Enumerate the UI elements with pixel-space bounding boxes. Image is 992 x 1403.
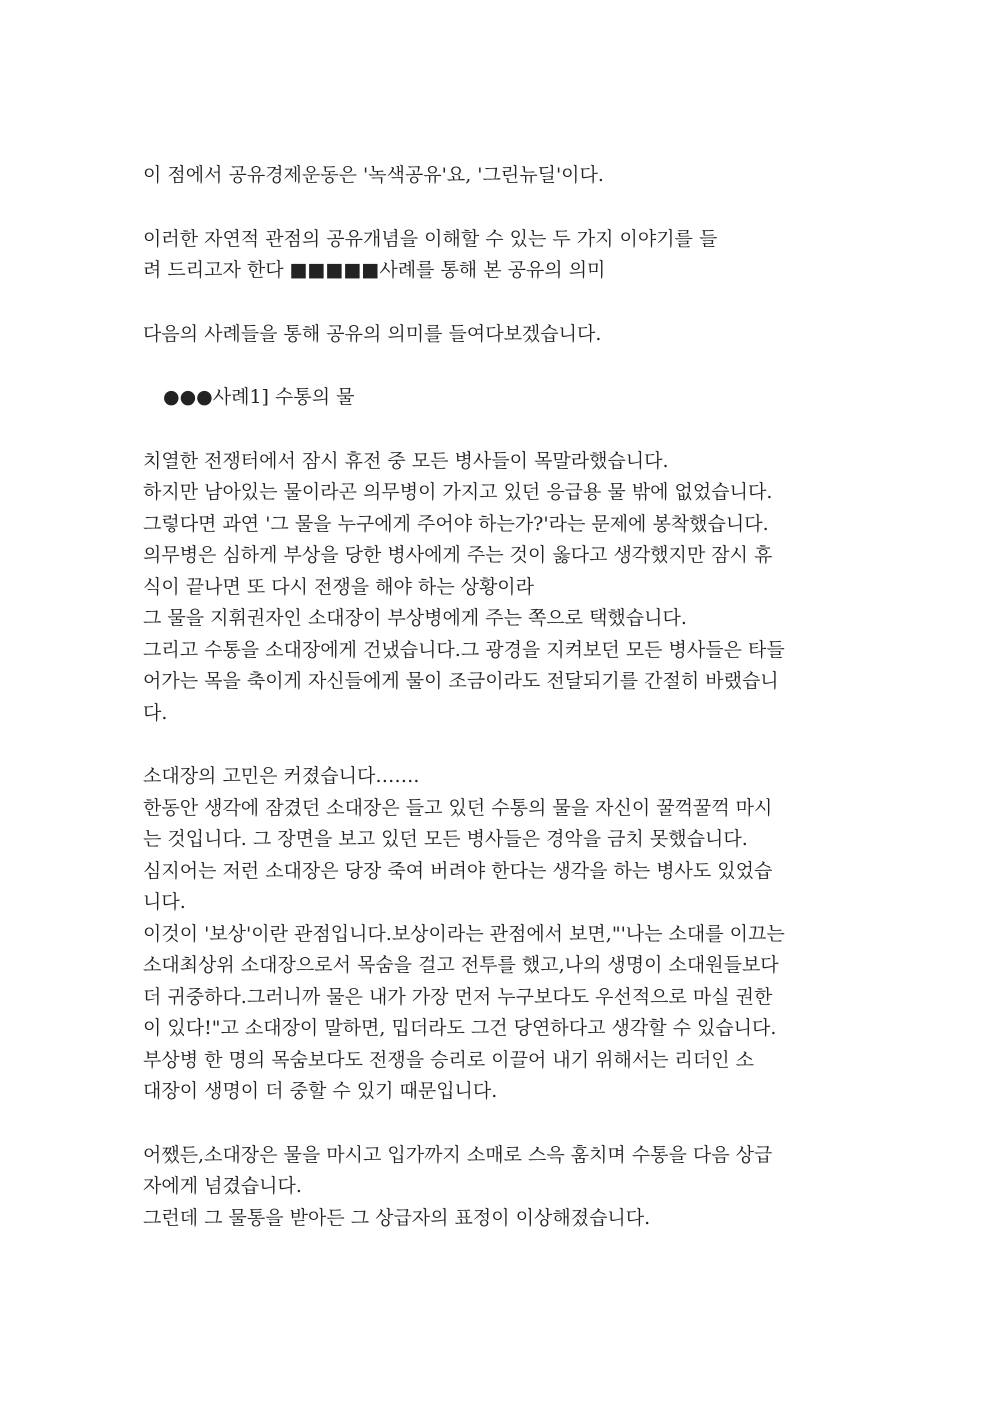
paragraph-passing-canteen [143,1140,851,1235]
paragraph-two-stories [143,224,851,287]
text-line: 소대최상위 소대장으로서 목숨을 걸고 전투를 했고,나의 생명이 소대원들보다 [143,954,779,976]
text-line: 이 있다!"고 소대장이 말하면, 밉더라도 그건 당연하다고 생각할 수 있습니다. [143,1017,777,1039]
text-line: 이 점에서 공유경제운동은 '녹색공유'요, '그린뉴딜'이다. [143,164,604,186]
paragraph-gap [143,1108,851,1140]
paragraph-gap [143,287,851,319]
text-line: 그 물을 지휘권자인 소대장이 부상병에게 주는 쪽으로 택했습니다. [143,607,687,629]
paragraph-gap [143,729,851,761]
paragraph-battlefield [143,446,851,730]
text-line: 자에게 넘겼습니다. [143,1175,302,1197]
case1-heading [143,382,851,414]
document-page [143,160,851,1234]
text-line: 그리고 수통을 소대장에게 건냈습니다.그 광경을 지켜보던 모든 병사들은 타들 [143,638,785,661]
text-line: 심지어는 저런 소대장은 당장 죽여 버려야 한다는 생각을 하는 병사도 있었습 [143,859,773,882]
text-line: 대장이 생명이 더 중할 수 있기 때문입니다. [143,1080,498,1102]
text-line: 는 것입니다. 그 장면을 보고 있던 모든 병사들은 경악을 금치 못했습니다. [143,828,748,850]
text-line: 치열한 전쟁터에서 잠시 휴전 중 모든 병사들이 목말라했습니다. [143,449,669,472]
heading-text: ●●●사례1] 수통의 물 [163,386,355,408]
paragraph-gap [143,350,851,382]
text-line: 한동안 생각에 잠겼던 소대장은 들고 있던 수통의 물을 자신이 꿀꺽꿀꺽 마시 [143,796,773,819]
paragraph-intro-cases [143,319,851,351]
paragraph-gap [143,414,851,446]
text-line: 이러한 자연적 관점의 공유개념을 이해할 수 있는 두 가지 이야기를 들 [143,227,718,250]
text-line: 려 드리고자 한다 ■■■■■사례를 통해 본 공유의 의미 [143,259,606,281]
paragraph-gap [143,192,851,224]
paragraph-green-sharing [143,160,851,192]
text-line: 어쨌든,소대장은 물을 마시고 입가까지 소매로 스윽 훔치며 수통을 다음 상급 [143,1143,773,1166]
text-line: 더 귀중하다.그러니까 물은 내가 가장 먼저 누구보다도 우선적으로 마실 권한 [143,985,773,1008]
paragraph-compensation [143,761,851,1108]
text-line: 어가는 목을 축이게 자신들에게 물이 조금이라도 전달되기를 간절히 바랬습니 [143,670,779,692]
text-line: 그렇다면 과연 '그 물을 누구에게 주어야 하는가?'라는 문제에 봉착했습니다. [143,512,769,535]
text-line: 다. [143,701,168,724]
text-line: 하지만 남아있는 물이라곤 의무병이 가지고 있던 응급용 물 밖에 없었습니다. [143,481,773,503]
text-line: 다음의 사례들을 통해 공유의 의미를 들여다보겠습니다. [143,322,602,345]
text-line: 부상병 한 명의 목숨보다도 전쟁을 승리로 이끌어 내기 위해서는 리더인 소 [143,1048,755,1071]
text-line: 의무병은 심하게 부상을 당한 병사에게 주는 것이 옳다고 생각했지만 잠시 휴 [143,544,773,566]
text-line: 이것이 '보상'이란 관점입니다.보상이라는 관점에서 보면,"'나는 소대를 이끄는 [143,922,785,945]
text-line: 그런데 그 물통을 받아든 그 상급자의 표정이 이상해졌습니다. [143,1206,651,1229]
text-line: 니다. [143,891,186,913]
text-line: 소대장의 고민은 커졌습니다……. [143,765,420,787]
text-line: 식이 끝나면 또 다시 전쟁을 해야 하는 상황이라 [143,575,535,598]
